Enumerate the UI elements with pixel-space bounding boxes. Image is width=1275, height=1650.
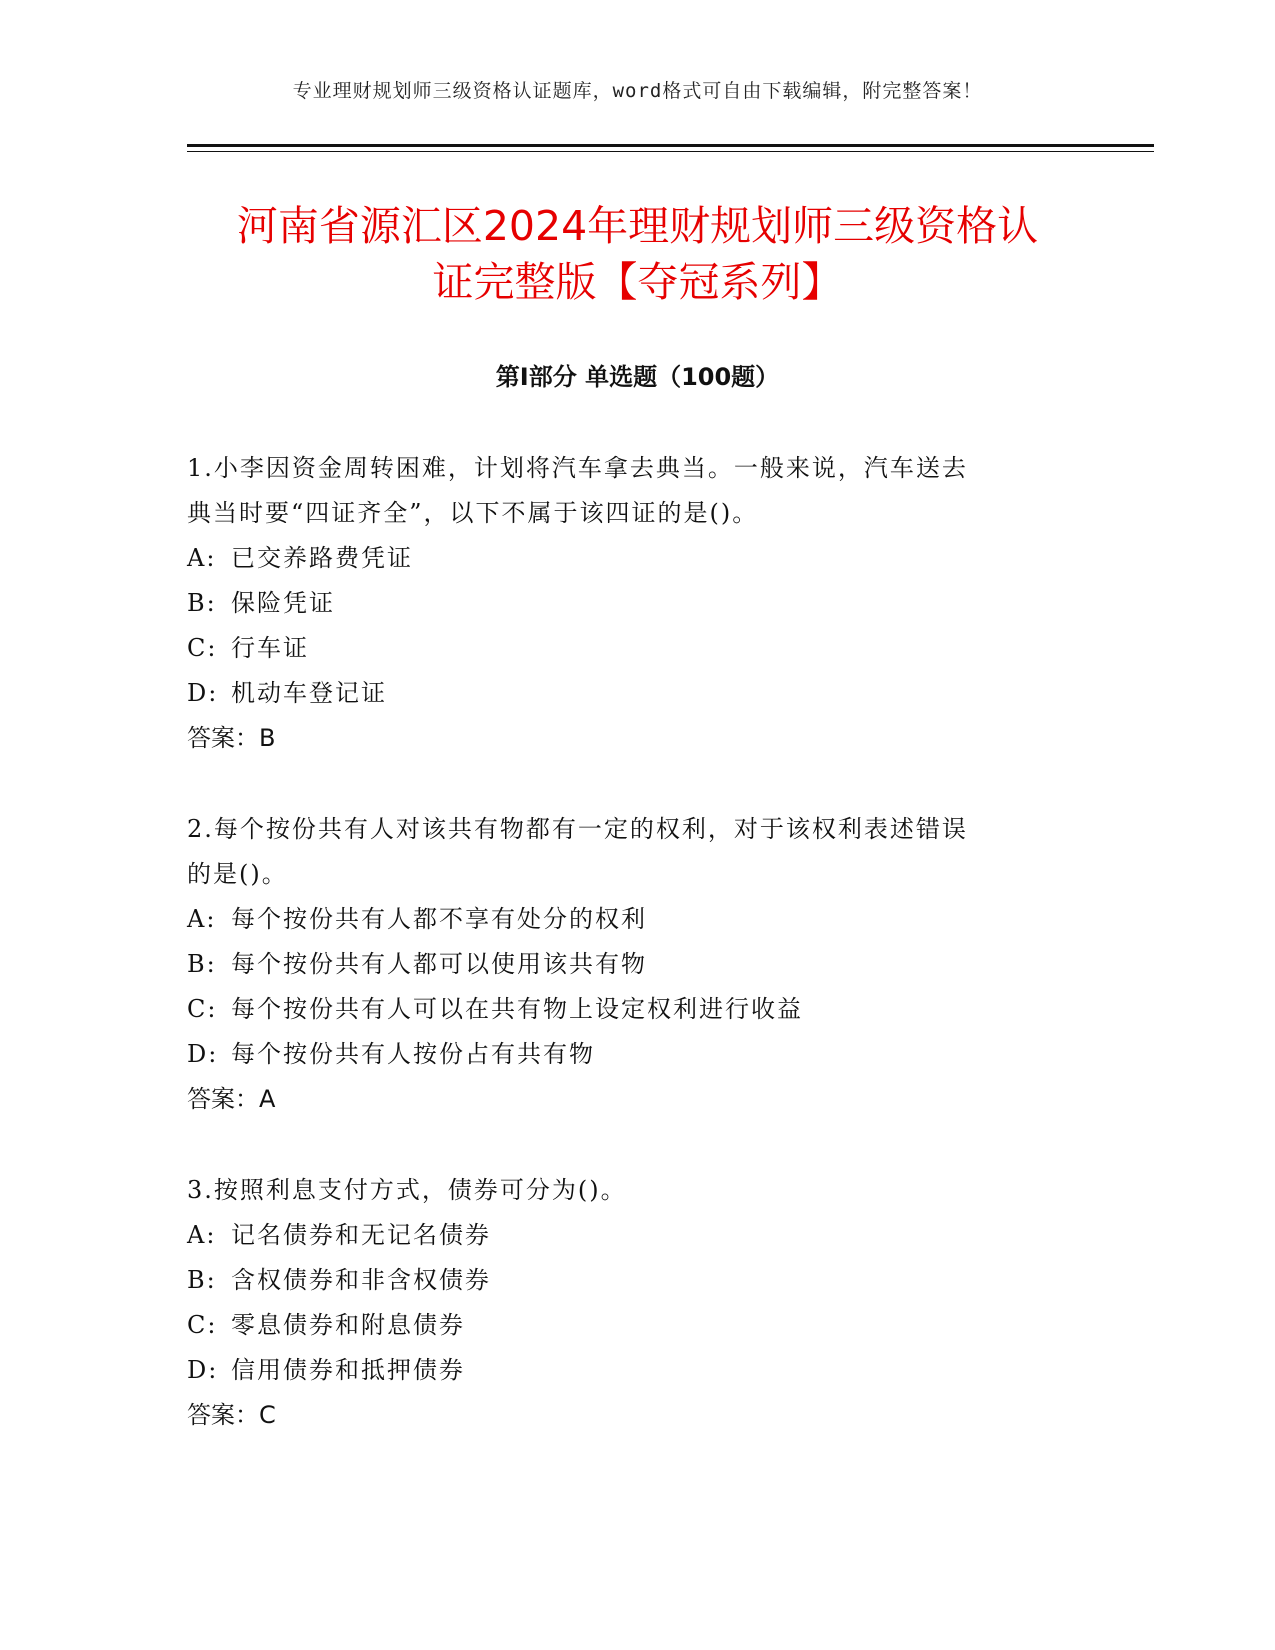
question-stem-line: 的是()。 <box>187 860 288 888</box>
option-text: 机动车登记证 <box>231 679 387 707</box>
option-a <box>187 536 1087 581</box>
question-3 <box>187 1168 1087 1438</box>
option-b <box>187 1258 1087 1303</box>
option-text: 每个按份共有人都可以使用该共有物 <box>231 950 647 978</box>
option-d <box>187 671 1087 716</box>
option-text: 每个按份共有人都不享有处分的权利 <box>231 905 647 933</box>
option-d <box>187 1032 1087 1077</box>
option-letter: A: <box>187 544 217 572</box>
option-letter: C: <box>187 995 218 1023</box>
option-b <box>187 581 1087 626</box>
option-letter: A: <box>187 1221 217 1249</box>
header-rule-thick <box>187 144 1154 147</box>
document-title-line2: 证完整版【夺冠系列】 <box>432 258 843 306</box>
question-stem-line: 2.每个按份共有人对该共有物都有一定的权利，对于该权利表述错误 <box>187 815 968 843</box>
question-2 <box>187 807 1087 1122</box>
option-c <box>187 626 1087 671</box>
header-rule-thin <box>187 151 1154 152</box>
option-text: 含权债券和非含权债券 <box>231 1266 491 1294</box>
answer: 答案：C <box>187 1401 276 1429</box>
option-letter: D: <box>187 679 219 707</box>
section-title: 第Ⅰ部分 单选题（100题） <box>495 363 780 391</box>
option-a <box>187 897 1087 942</box>
option-a <box>187 1213 1087 1258</box>
question-list <box>187 446 1087 1484</box>
option-text: 零息债券和附息债券 <box>231 1311 465 1339</box>
option-c <box>187 1303 1087 1348</box>
question-1 <box>187 446 1087 761</box>
header-note: 专业理财规划师三级资格认证题库，word格式可自由下载编辑，附完整答案！ <box>292 80 983 102</box>
document-title-line1: 河南省源汇区2024年理财规划师三级资格认 <box>236 202 1039 250</box>
question-stem <box>187 1168 1087 1213</box>
option-letter: B: <box>187 1266 217 1294</box>
option-letter: D: <box>187 1356 219 1384</box>
option-letter: A: <box>187 905 217 933</box>
answer: 答案：A <box>187 1085 276 1113</box>
option-letter: B: <box>187 950 217 978</box>
option-letter: C: <box>187 1311 218 1339</box>
option-text: 保险凭证 <box>231 589 335 617</box>
option-text: 记名债券和无记名债券 <box>231 1221 491 1249</box>
question-stem-line: 典当时要“四证齐全”，以下不属于该四证的是()。 <box>187 499 759 527</box>
option-text: 已交养路费凭证 <box>231 544 413 572</box>
question-stem <box>187 446 1087 536</box>
question-stem-line: 1.小李因资金周转困难，计划将汽车拿去典当。一般来说，汽车送去 <box>187 454 968 482</box>
question-stem-line: 3.按照利息支付方式，债券可分为()。 <box>187 1176 627 1204</box>
option-letter: C: <box>187 634 218 662</box>
option-text: 每个按份共有人按份占有共有物 <box>231 1040 595 1068</box>
document-title <box>130 198 1145 310</box>
option-b <box>187 942 1087 987</box>
answer: 答案：B <box>187 724 276 752</box>
option-c <box>187 987 1087 1032</box>
option-text: 信用债券和抵押债券 <box>231 1356 465 1384</box>
option-letter: B: <box>187 589 217 617</box>
option-letter: D: <box>187 1040 219 1068</box>
option-d <box>187 1348 1087 1393</box>
question-stem <box>187 807 1087 897</box>
option-text: 每个按份共有人可以在共有物上设定权利进行收益 <box>231 995 803 1023</box>
option-text: 行车证 <box>231 634 309 662</box>
